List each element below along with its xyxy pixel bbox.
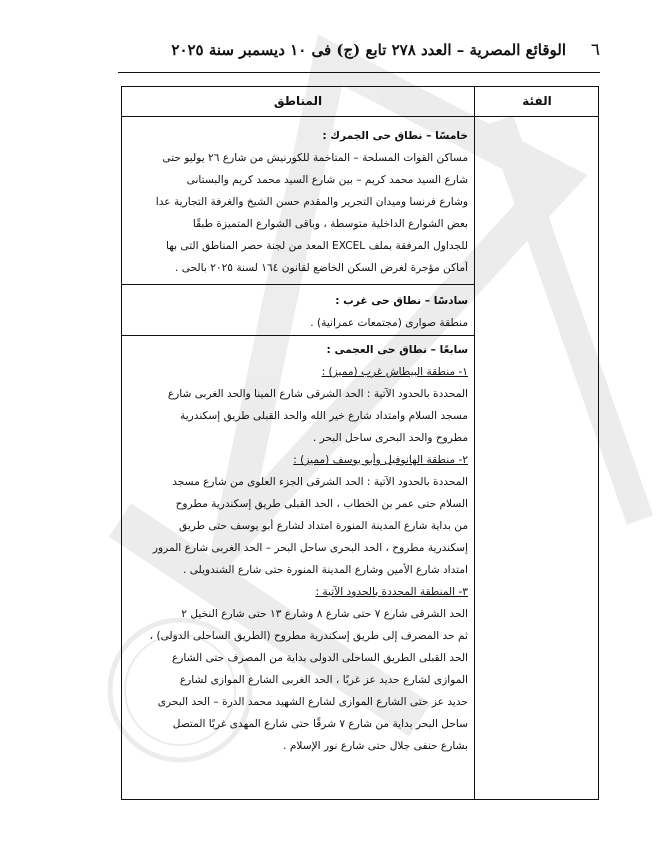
subsection-heading <box>126 453 468 467</box>
column-header-areas: المناطق <box>273 94 323 108</box>
subsection-heading-text: ١- منطقة البيطاش غرب (مميز) : <box>321 366 468 378</box>
text-line: مطروح والحد البحرى ساحل البحر . <box>312 432 468 444</box>
section-heading: خامسًا – نطاق حى الجمرك : <box>322 130 468 142</box>
page-number: ٦ <box>590 40 600 60</box>
section-divider <box>122 335 474 336</box>
text-line: وشارع فرنسا وميدان التحرير والمقدم حسن الشيخ والغرفة التجارية عدا <box>155 196 468 208</box>
text-line: الحد الشرقى شارع ٧ حتى شارع ٨ وشارع ١٣ حتى شارع النخيل ٢ <box>181 608 468 620</box>
text-line: منطقة صوارى (مجتمعات عمرانية) . <box>310 317 468 329</box>
section-heading: سادسًا – نطاق حى غرب : <box>335 295 468 307</box>
text-line: إسكندرية مطروح ، الحد البحرى ساحل البحر – الحد الغربى شارع المرور <box>152 542 468 554</box>
text-line: حديد عز حتى الشارع الموازى لشارع الشهيد محمد الدرة – الحد البحرى <box>157 696 468 708</box>
header-row-divider <box>122 116 598 117</box>
section-divider <box>122 284 474 285</box>
text-line: ساحل البحر بداية من شارع ٧ شرقًا حتى شارع المهدى غربًا المتصل <box>172 718 468 730</box>
text-line: امتداد شارع الأمين وشارع المدينة المنورة حتى شارع الشندويلى . <box>182 564 468 576</box>
text-line: بعض الشوارع الداخلية متوسطة ، وباقى الشوارع المتميزة طبقًا <box>192 218 468 230</box>
page-header <box>118 40 600 62</box>
subsection-heading <box>126 365 468 379</box>
header-rule <box>118 72 600 73</box>
text-line: المحددة بالحدود الآتية : الحد الشرقى الجزء العلوى من شارع مسجد <box>172 476 468 488</box>
text-line: المحددة بالحدود الآتية : الحد الشرقى شارع المينا والحد الغربى شارع <box>167 388 468 400</box>
text-line: أماكن مؤجرة لغرض السكن الخاضع لقانون ١٦٤ لسنة ٢٠٢٥ بالحى . <box>175 262 468 274</box>
text-line: للجداول المرفقة بملف EXCEL المعد من لجنة حصر المناطق التى بها <box>165 240 468 252</box>
text-line: ثم حد المصرف إلى طريق إسكندرية مطروح (الطريق الساحلى الدولى) ، <box>149 630 468 642</box>
text-line: شارع السيد محمد كريم – بين شارع السيد محمد كريم والبستانى <box>186 174 468 186</box>
text-line: السلام حتى عمر بن الخطاب ، الحد القبلى طريق إسكندرية مطروح <box>175 498 468 510</box>
text-line: مسجد السلام وامتداد شارع خير الله والحد القبلى طريق إسكندرية <box>180 410 468 422</box>
areas-table <box>121 86 599 800</box>
section-heading: سابعًا – نطاق حى العجمى : <box>326 344 468 356</box>
gazette-title: الوقائع المصرية – العدد ٢٧٨ تابع (ج) فى ١٠ ديسمبر سنة ٢٠٢٥ <box>171 41 566 59</box>
subsection-heading-text: ٣- المنطقة المحددة بالحدود الآتية : <box>315 586 468 598</box>
subsection-heading-text: ٢- منطقة الهانوفيل وأبو يوسف (مميز) : <box>293 454 468 466</box>
text-line: من بداية شارع المدينة المنورة امتداد لشارع أبو يوسف حتى طريق <box>179 520 468 532</box>
text-line: الموازى لشارع حديد عز غربًا ، الحد الغربى الشارع الموازى لشارع <box>179 674 468 686</box>
text-line: بشارع حنفى جلال حتى شارع نور الإسلام . <box>283 740 468 752</box>
column-header-category: الفئة <box>522 94 552 108</box>
subsection-heading <box>126 585 468 599</box>
text-line: الحد القبلى الطريق الساحلى الدولى بداية من المصرف حتى الشارع <box>171 652 468 664</box>
column-divider <box>474 87 475 799</box>
text-line: مساكن القوات المسلحة – المتاخمة للكورنيش من شارع ٢٦ يوليو حتى <box>162 152 468 164</box>
